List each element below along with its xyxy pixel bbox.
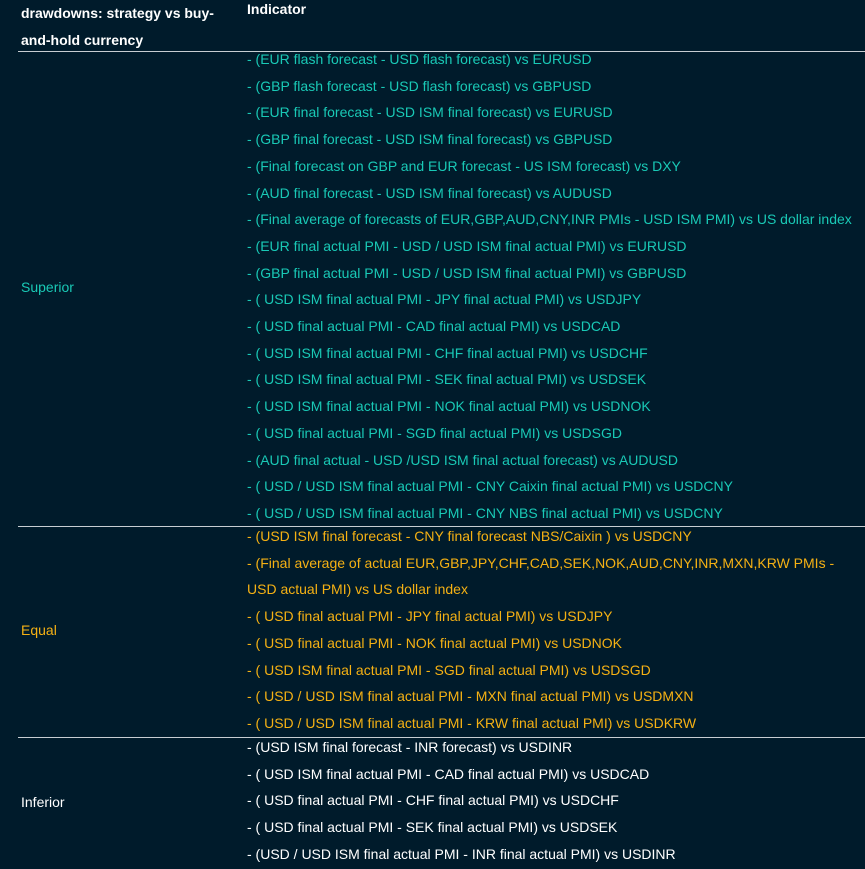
list-item: - ( USD ISM final actual PMI - JPY final actual PMI) vs USDJPY (247, 291, 642, 308)
group-label-superior: Superior (21, 279, 74, 295)
list-item: - ( USD final actual PMI - SEK final actual PMI) vs USDSEK (247, 819, 618, 836)
group-label-equal: Equal (21, 622, 57, 638)
list-item: - (USD ISM final forecast - INR forecast) vs USDINR (247, 739, 573, 755)
indicator-list-inferior (247, 734, 857, 868)
list-item: - (AUD final forecast - USD ISM final forecast) vs AUDUSD (247, 184, 612, 201)
list-item: - (EUR final forecast - USD ISM final forecast) vs EURUSD (247, 104, 613, 121)
list-item: - ( USD ISM final actual PMI - NOK final actual PMI) vs USDNOK (247, 398, 651, 415)
list-item: - ( USD final actual PMI - NOK final actual PMI) vs USDNOK (247, 634, 622, 651)
indicator-list-equal (247, 523, 857, 737)
list-item: - (Final average of actual EUR,GBP,JPY,CHF,CAD,SEK,NOK,AUD,CNY,INR,MXN,KRW PMIs - USD actual PMI) vs US dollar index (247, 554, 835, 598)
list-item: - (AUD final actual - USD /USD ISM final actual forecast) vs AUDUSD (247, 451, 679, 468)
list-item: - ( USD final actual PMI - JPY final actual PMI) vs USDJPY (247, 608, 613, 625)
list-item: - ( USD ISM final actual PMI - CHF final actual PMI) vs USDCHF (247, 344, 648, 361)
header-indicator: Indicator (247, 1, 307, 17)
list-item: - ( USD ISM final actual PMI - SEK final actual PMI) vs USDSEK (247, 371, 647, 388)
indicator-list-superior (247, 46, 857, 527)
list-item: - ( USD final actual PMI - CHF final actual PMI) vs USDCHF (247, 792, 619, 809)
list-item: - ( USD ISM final actual PMI - SGD final actual PMI) vs USDSGD (247, 661, 651, 678)
header-drawdowns: drawdowns: strategy vs buy-and-hold currency (21, 5, 214, 48)
list-item: - (Final average of forecasts of EUR,GBP,AUD,CNY,INR PMIs - USD ISM PMI) vs US dollar index (247, 211, 852, 228)
list-item: - ( USD / USD ISM final actual PMI - MXN final actual PMI) vs USDMXN (247, 688, 694, 705)
list-item: - (GBP final forecast - USD ISM final forecast) vs GBPUSD (247, 131, 613, 148)
list-item: - ( USD final actual PMI - SGD final actual PMI) vs USDSGD (247, 424, 622, 441)
list-item: - (USD ISM final forecast - CNY final forecast NBS/Caixin ) vs USDCNY (247, 528, 692, 544)
list-item: - (Final forecast on GBP and EUR forecast - US ISM forecast) vs DXY (247, 157, 681, 174)
list-item: - ( USD final actual PMI - CAD final actual PMI) vs USDCAD (247, 318, 621, 335)
list-item: - ( USD / USD ISM final actual PMI - CNY Caixin final actual PMI) vs USDCNY (247, 478, 733, 495)
group-label-inferior: Inferior (21, 794, 65, 810)
list-item: - (EUR flash forecast - USD flash forecast) vs EURUSD (247, 51, 592, 67)
list-item: - (GBP final actual PMI - USD / USD ISM final actual PMI) vs GBPUSD (247, 264, 687, 281)
list-item: - (EUR final actual PMI - USD / USD ISM final actual PMI) vs EURUSD (247, 237, 687, 254)
table-header (0, 0, 865, 51)
list-item: - ( USD / USD ISM final actual PMI - CNY NBS final actual PMI) vs USDCNY (247, 504, 723, 521)
list-item: - (GBP flash forecast - USD flash forecast) vs GBPUSD (247, 77, 592, 94)
list-item: - (USD / USD ISM final actual PMI - INR final actual PMI) vs USDINR (247, 845, 676, 862)
list-item: - ( USD / USD ISM final actual PMI - KRW final actual PMI) vs USDKRW (247, 714, 697, 731)
list-item: - ( USD ISM final actual PMI - CAD final actual PMI) vs USDCAD (247, 765, 650, 782)
